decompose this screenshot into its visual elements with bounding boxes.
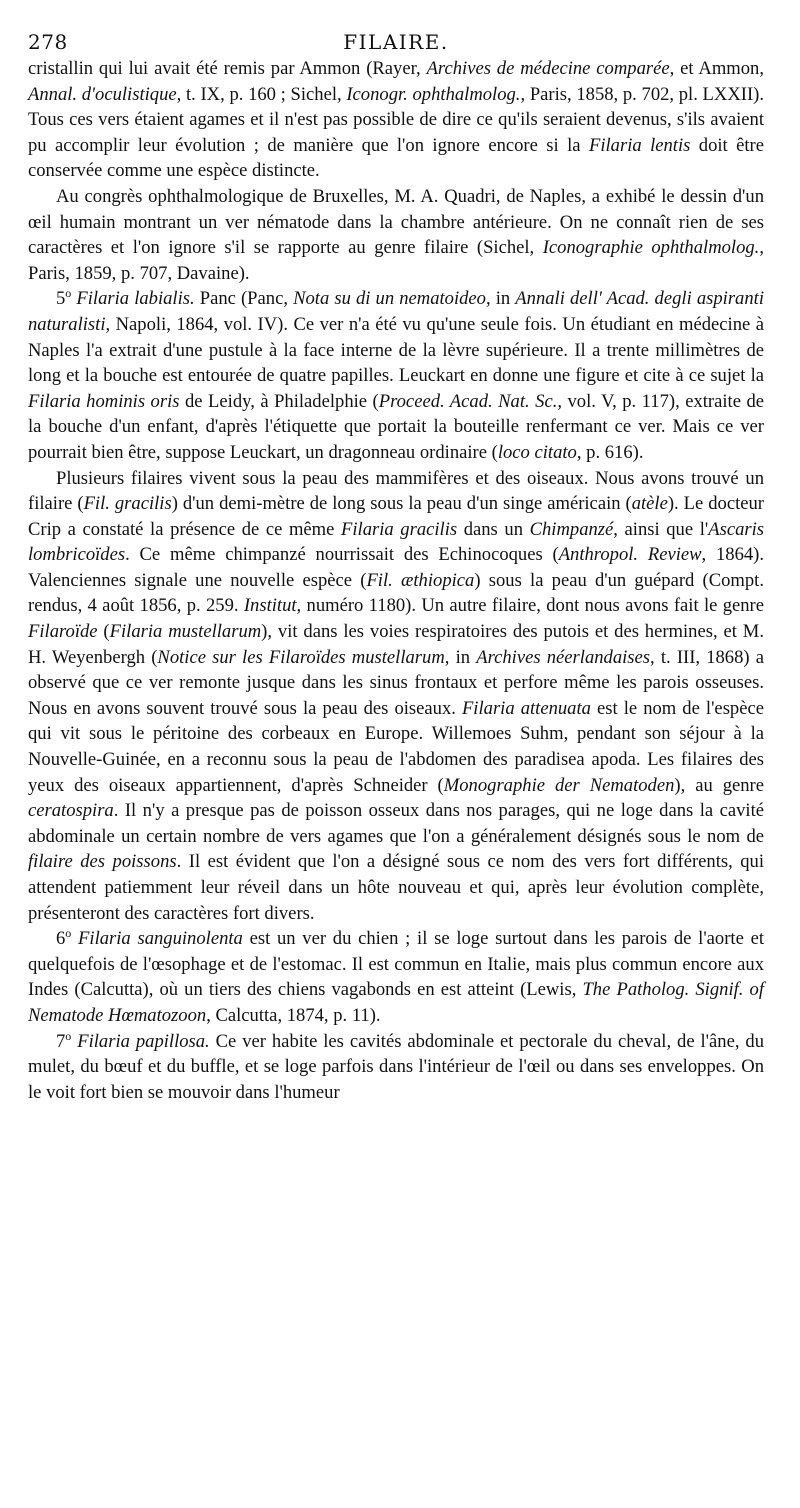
italic-text: Iconogr. ophthalmolog. (346, 83, 521, 105)
italic-text: Monographie der Nematoden (443, 774, 675, 796)
paragraph (28, 184, 764, 286)
text-run: ), au genre (674, 774, 764, 796)
document-page (28, 22, 764, 1105)
italic-text: Fil. gracilis (83, 493, 172, 515)
text-run: , Napoli, 1864, vol. IV). Ce ver n'a été vu qu'une seule fois. Un étudiant en médecine à Naples l'a extrait d'une pustule à la face interne de la lèvre supérieure. Il a trente millimètres de long et la bouche est entourée de quatre papilles. Leuckart en donne une figure et cite à ce sujet la (28, 313, 764, 387)
italic-text: Filaria mustellarum (109, 621, 262, 643)
text-run: est un ver du chien ; il se loge surtout dans les parois de l'aorte et quelquefois de l'œsophage et de l'estomac. Il est commun en Italie, mais plus commun encore aux Indes (Calcutta), où un tiers des chiens vagabonds en est atteint (Lewis, (28, 928, 764, 1001)
italic-text: loco citato (497, 441, 577, 463)
text-run: , in (485, 288, 516, 310)
italic-text: Proceed. Acad. Nat. Sc. (378, 390, 558, 412)
italic-text: ceratospira (28, 800, 114, 822)
paragraph (28, 1029, 764, 1106)
running-title: FILAIRE. (343, 30, 449, 54)
paragraph (28, 466, 764, 927)
italic-text: Anthropol. Review (558, 544, 702, 566)
text-run: ), vit dans les voies respiratoires des putois et des hermines, et M. H. Weyenbergh ( (28, 621, 764, 668)
italic-text: Institut (243, 595, 297, 617)
italic-text: Nota su di un nematoideo (293, 288, 486, 310)
ordinal-superscript: o (65, 926, 72, 940)
italic-text: Filaria sanguinolenta (78, 928, 243, 950)
italic-text: Chimpanzé (529, 518, 614, 540)
italic-text: Annali dell' Acad. degli aspiranti naturalisti (28, 288, 764, 335)
ordinal-superscript: o (65, 1028, 72, 1043)
text-run: de Leidy, à Philadelphie ( (179, 390, 379, 412)
paragraph (28, 286, 764, 465)
text-run: ) d'un demi-mètre de long sous la peau d'un singe américain ( (171, 493, 632, 515)
text-run: Panc (Panc, (194, 288, 294, 310)
italic-text: Ascaris lombricoïdes (28, 518, 765, 566)
italic-text: Annal. d'oculistique (28, 83, 177, 105)
paragraph (28, 926, 764, 1028)
text-run: 6 (56, 928, 66, 950)
italic-text: Iconographie ophthalmolog. (542, 237, 760, 259)
italic-text: Filaria lentis (588, 134, 691, 156)
body-text (28, 56, 764, 1105)
text-run: dans un (457, 518, 530, 540)
text-run: , Paris, 1859, p. 707, Davaine). (28, 237, 764, 284)
text-run: Au congrès ophthalmologique de Bruxelles, M. A. Quadri, de Naples, a exhibé le dessin d'un œil humain montrant un ver nématode dans la chambre antérieure. On ne connaît rien de ses caractères et l'on ignore s'il se rapporte au genre filaire (Sichel, (28, 185, 764, 259)
text-run: 7 (56, 1030, 66, 1052)
text-run: ). Le docteur Crip a constaté la présence de ce même (28, 493, 764, 540)
italic-text: Filaria gracilis (341, 518, 458, 540)
italic-text: filaire des poissons (28, 851, 177, 873)
ordinal-superscript: o (65, 286, 72, 301)
italic-text: Notice sur les Filaroïdes mustellarum (157, 646, 445, 668)
text-run: doit être conservée comme une espèce distincte. (28, 134, 764, 182)
italic-text: Filaria papillosa. (77, 1030, 210, 1052)
text-run: , p. 616). (576, 441, 644, 463)
text-run: , t. IX, p. 160 ; Sichel, (176, 83, 347, 105)
text-run: ( (97, 621, 110, 643)
text-run: , Calcutta, 1874, p. 11). (206, 1004, 381, 1026)
text-run: , t. III, 1868) a observé que ce ver remonte jusque dans les sinus frontaux et perfore même les parois osseuses. Nous en avons souvent trouvé sous la peau des oiseaux. (28, 646, 764, 719)
italic-text: Archives néerlandaises (476, 646, 651, 668)
text-run: , et Ammon, (669, 58, 765, 79)
text-run: est le nom de l'espèce qui vit sous le péritoine des corbeaux en Europe. Willemoes Suhm, pendant son séjour à la Nouvelle-Guinée, en a reconnu sous la peau de l'abdomen des paradisea apoda. Les filaires des yeux des oiseaux appartiennent, d'après Schneider ( (28, 697, 764, 796)
text-run: , vol. V, p. 117), extraite de la bouche d'un enfant, d'après l'étiquette que portait la bouteille renfermant ce ver. Mais ce ver pourrait bien être, suppose Leuckart, un dragonneau ordinaire ( (28, 390, 765, 463)
text-run: Ce ver habite les cavités abdominale et pectorale du cheval, de l'âne, du mulet, du bœuf et du buffle, et se loge parfois dans l'intérieur de l'œil ou dans ses enveloppes. On le voit fort bien se mouvoir dans l'humeur (28, 1030, 765, 1103)
text-run: , in (444, 646, 477, 668)
italic-text: Filaroïde (28, 621, 98, 643)
page-number: 278 (28, 30, 68, 54)
text-run: . Ce même chimpanzé nourrissait des Echinocoques ( (125, 544, 559, 566)
text-run: . Il n'y a presque pas de poisson osseux dans nos parages, qui ne loge dans la cavité abdominale un certain nombre de vers agames que l'on a généralement désignés sous le nom de (28, 800, 764, 847)
italic-text: Fil. æthiopica (366, 569, 475, 591)
text-run: , Paris, 1858, p. 702, pl. LXXII). Tous ces vers étaient agames et il n'est pas possible de dire ce qu'ils seraient devenus, s'ils avaient pu accomplir leur évolution ; de manière que l'on ignore encore si la (28, 83, 764, 156)
text-run: . Il est évident que l'on a désigné sous ce nom des vers fort différents, qui attendent patiemment leur réveil dans un hôte nouveau et qui, après leur évolution complète, présenteront des caractères fort divers. (28, 851, 764, 924)
text-run: , numéro 1180). Un autre filaire, dont nous avons fait le genre (296, 595, 764, 617)
text-run: ) sous la peau d'un guépard (Compt. rendus, 4 août 1856, p. 259. (28, 569, 764, 617)
text-run: cristallin qui lui avait été remis par Ammon (Rayer, (28, 58, 427, 79)
italic-text: Filaria hominis oris (28, 390, 180, 412)
text-run: , 1864). Valenciennes signale une nouvelle espèce ( (28, 544, 765, 591)
page-header (28, 22, 764, 56)
italic-text: Archives de médecine comparée (426, 58, 670, 79)
italic-text: Filaria attenuata (461, 697, 591, 719)
italic-text: Filaria labialis. (76, 288, 195, 310)
text-run: Plusieurs filaires vivent sous la peau des mammifères et des oiseaux. Nous avons trouvé un filaire ( (28, 467, 764, 515)
text-run: , ainsi que l' (613, 518, 709, 540)
italic-text: The Patholog. Signif. of Nematode Hœmatozoon (28, 979, 764, 1026)
paragraph (28, 56, 764, 184)
italic-text: atèle (631, 493, 668, 515)
text-run: 5 (56, 288, 66, 310)
